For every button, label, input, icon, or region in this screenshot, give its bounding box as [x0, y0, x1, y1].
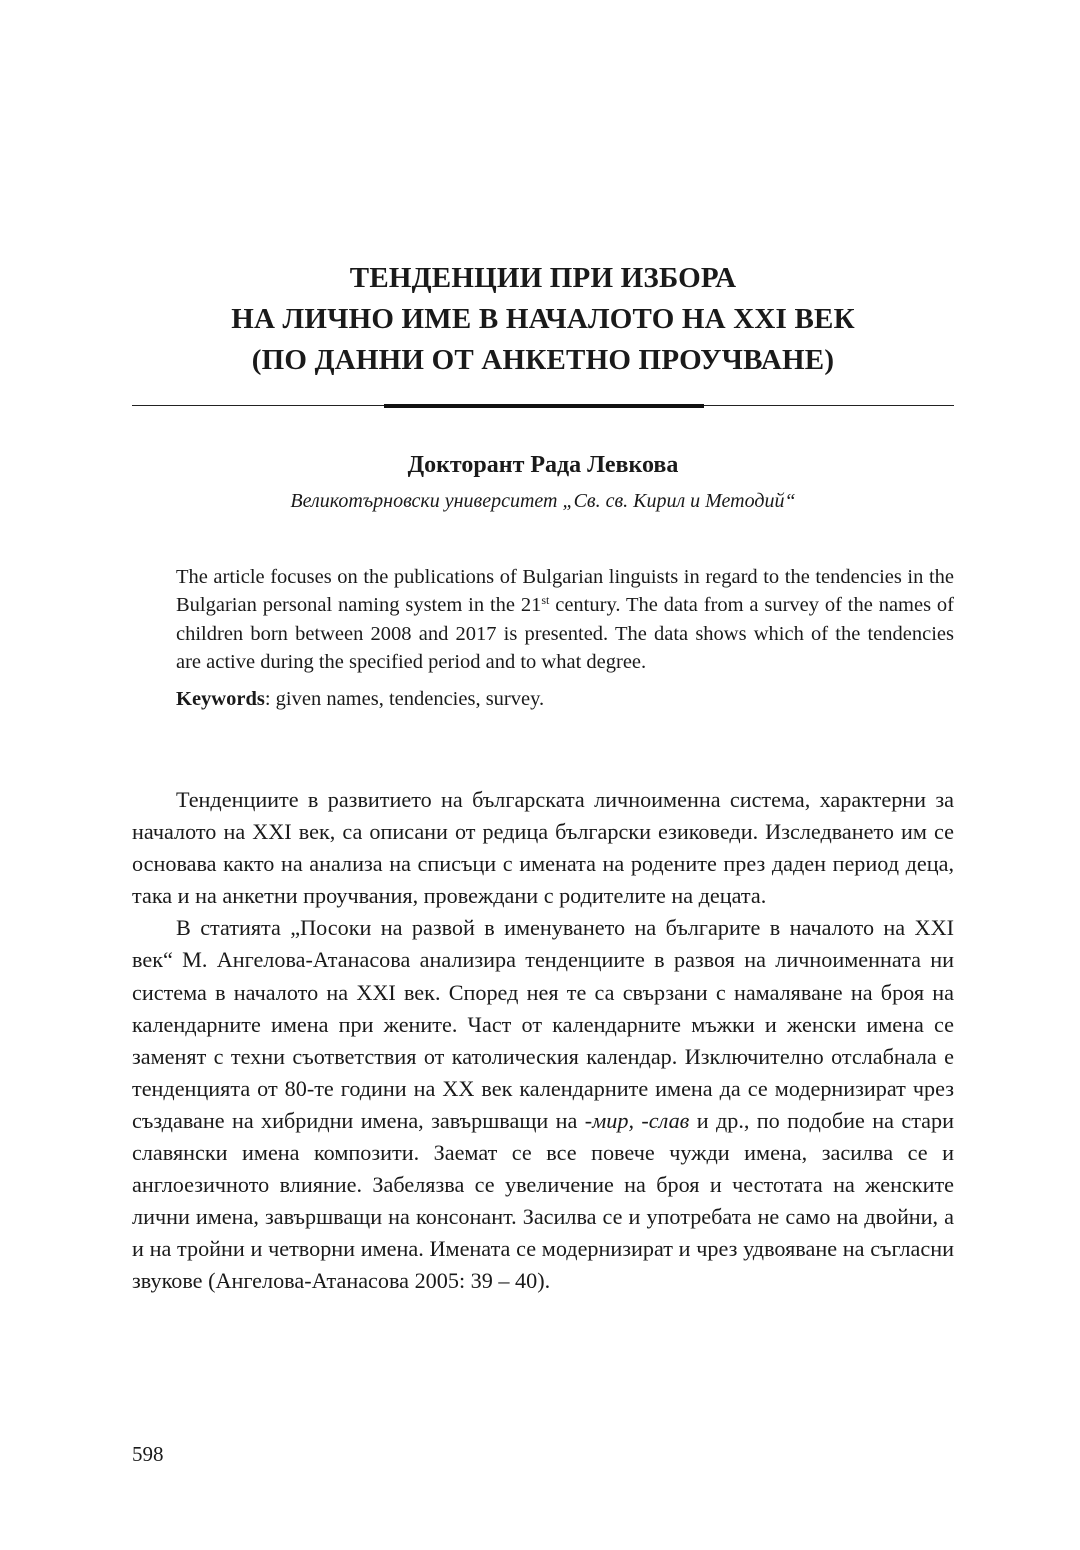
keywords [176, 685, 954, 713]
abstract-text-part1: The article focuses on the publications of Bulgarian linguists in regard to the tendencies in the Bulgarian personal naming system in the 21 [176, 566, 954, 617]
body-paragraph-2-part2: и др., по подобие на стари славянски имена композити. Заемат се все повече чужди имена, засилва се и англоезичното влияние. Забелязва се увеличение на броя и честотата на женските лични имена, завършващи на консонант. Засилва се и употребата не само на двойни, а и на тройни и четворни имена. Имената се модернизират и чрез удвояване на съгласни звукове (Ангелова-Атанасова 2005: 39 – 40). [132, 1107, 954, 1294]
body-paragraph-1: Тенденциите в развитието на българската личноименна система, характерни за началото на XXI век, са описани от редица български езиковеди. Изследването им се основава както на анализа на списъци с имената на родените през даден период деца, така и на анкетни проучвания, провеждани с родителите на децата. [132, 787, 954, 909]
keywords-label: Keywords [176, 688, 265, 711]
keywords-text: : given names, tendencies, survey. [264, 688, 545, 711]
abstract-text-part2: century. The data from a survey of the names of children born between 2008 and 2017 is presented. The data shows which of the tendencies are active during the specified period and to what degree. [176, 594, 955, 673]
page-number: 598 [132, 1442, 164, 1466]
abstract-superscript: st [541, 593, 550, 608]
body-paragraph-2 [132, 912, 954, 1297]
body-paragraph-2-italic: -мир, -слав [584, 1107, 690, 1133]
abstract [176, 563, 954, 713]
author-name: Докторант Рада Левкова [407, 452, 679, 478]
body-text [132, 784, 954, 1298]
title-line-2: НА ЛИЧНО ИМЕ В НАЧАЛОТО НА XXI ВЕК [231, 303, 855, 335]
author-affiliation: Великотърновски университет „Св. св. Кирил и Методий“ [290, 490, 796, 512]
article-title [132, 258, 954, 381]
abstract-text [176, 563, 954, 676]
title-line-1: ТЕНДЕНЦИИ ПРИ ИЗБОРА [349, 262, 737, 294]
title-divider-thick [384, 404, 704, 408]
body-paragraph-2-part1: В статията „Посоки на развой в именуването на българите в началото на XXI век“ М. Ангелова-Атанасова анализира тенденциите в развоя на личноименната ни система в началото на XXI век. Според нея те са свързани с намаляване на броя на календарните имена при жените. Част от календарните мъжки и женски имена се заменят с техни съответствия от католическия календар. Изключително отслабнала е тенденцията от 80-те години на XX век календарните имена да се модернизират чрез създаване на хибридни имена, завършващи на [132, 915, 954, 1133]
title-line-3: (ПО ДАННИ ОТ АНКЕТНО ПРОУЧВАНЕ) [251, 344, 835, 376]
